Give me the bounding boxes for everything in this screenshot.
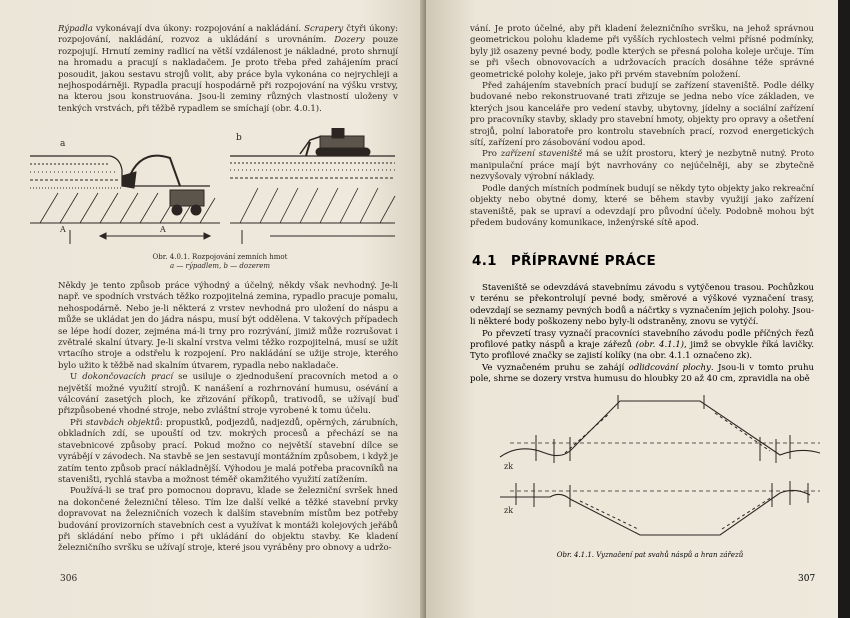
- page-number-right: 307: [798, 574, 816, 584]
- figure-cross-sections: [490, 395, 830, 545]
- paragraph: Podle daných místních podmínek budují se někdy tyto objekty jako rekreační objekty nebo obytné domy, které se během stavby využijí jako zařízení staveniště, pak se upraví a odevzdají pro původní účely. Podobně mohou být předem budovány komunikace, inženýrské sítě apod.: [470, 183, 814, 228]
- right-text-bottom: [470, 283, 814, 386]
- right-text-top: [470, 24, 814, 229]
- left-text-top: [58, 24, 398, 115]
- paragraph: Před zahájením stavebních prací budují se zařízení staveniště. Podle délky budované nebo rekonstruované trati zřizuje se jedna nebo více základen, ve kterých jsou kanceláře pro vedení stavby, ubytovny, jídelny a sociální zařízení pro pracovníky stavby, sklady pro stavební hmoty, objekty pro opravy a ošetření strojů, polní laboratoře pro kontrolu stavebních prací, rozvod energetických sítí, zařízení pro zásobování vodou apod.: [470, 81, 814, 149]
- left-text-bottom: [58, 281, 398, 555]
- section-title: PŘÍPRAVNÉ PRÁCE: [510, 253, 656, 269]
- paragraph: Ve vyznačeném pruhu se zahájí odlidcování plochy. Jsou-li v tomto pruhu pole, shrne se dozery vrstva humusu do hloubky 20 až 40 cm, zpravidla na obě: [470, 362, 814, 385]
- paragraph: Někdy je tento způsob práce výhodný a účelný, někdy však nevhodný. Je-li např. ve spodních vrstvách těžko rozpojitelná zemina, rypadlo pracuje pomalu, nehospodárně. Nebo je-li některá z vrstev nevhodná pro uložení do náspu a může se ukládat jen do jádra náspu, musí být oddělena. V takových případech se lépe hodí dozer, zejména má-li trny pro rozrývání, jimiž může rozrušovat i zvětralé skalní útvary. Je-li skalní vrstva velmi těžko rozpojitelná, musí se užít vrtacího stroje a odstřelu k rozpojení. Pro nakládání se užije stroje, kterého bylo užito k těžbě nad skalním útvarem, rypadla nebo nakladače.: [58, 281, 398, 371]
- figure-label-zk-upper: zk: [504, 462, 514, 471]
- paragraph: Po převzetí trasy vyznačí pracovníci stavebního závodu podle příčných řezů profilové patky náspů a kraje zářezů (obr. 4.1.1), jimž se obvykle říká lavičky. Tyto profilové značky se zajistí kolíky (na obr. 4.1.1 označeno zk).: [470, 328, 814, 362]
- page-number-left: 306: [60, 574, 78, 584]
- figure-label-a: a: [60, 139, 66, 149]
- caption-line: a — rýpadlem, b — dozerem: [169, 262, 271, 270]
- paragraph: Používá-li se trať pro pomocnou dopravu, klade se železniční svršek hned na dokončené železniční těleso. Tím lze další velké a těžké stavební prvky dopravovat na železničních vozech k dalším stavebním místům bez potřeby budování provizorních stavebních cest a využívat k montáži kolejových jeřábů při skládání nebo přímo i při ukládání do objektu stavby. Ke kladení železničního svršku se užívají stroje, které jsou vyráběny pro obnovy a udržo-: [58, 486, 398, 554]
- paragraph: Staveniště se odevzdává stavebnímu závodu s vytýčenou trasou. Pochůzkou v terénu se překontrolují pevné body, směrové a výškové vyznačení trasy, odevzdají se seznamy pevných bodů a náčrtky s vyznačením jejich polohy. Jsou-li některé body poškozeny nebo byly-li odstraněny, znovu se vytýčí.: [470, 283, 814, 328]
- figure-caption-right: Obr. 4.1.1. Vyznačení pat svahů náspů a hran zářezů: [556, 551, 744, 559]
- figure-dim-a: A: [60, 225, 66, 234]
- paragraph: Pro zařízení staveniště má se užít prostoru, který je nezbytně nutný. Proto manipulační práce mají být navrhovány co nejúčelněji, aby se zbytečně nezvyšovaly výrobní náklady.: [470, 149, 814, 183]
- left-page: [0, 0, 424, 618]
- figure-label-zk-lower: zk: [504, 506, 514, 515]
- paragraph: Při stavbách objektů: propustků, podjezdů, nadjezdů, opěrných, zárubních, obkladních zdí, se upouští od tzv. mokrých procesů a přechází se na stavebnicové způsoby prací. Pokud možno co největší stavební dílce se vyrábějí v závodech. Na stavbě se jen sestavují montážním způsobem, i když je zatím tento způsob prací nákladnější. Výhodou je malá potřeba pracovníků na staveništi, rychlá stavba a možnost téměř okamžitého využití zatížením.: [58, 417, 399, 485]
- section-number: 4.1: [472, 253, 497, 269]
- figure-label-b: b: [236, 133, 242, 143]
- figure-dim-b: A: [160, 225, 166, 234]
- figure-excavation: [10, 128, 400, 258]
- paragraph: U dokončovacích prací se usiluje o zjednodušení pracovních metod a o největší možné využití strojů. K nanášení a rozhrnování humusu, osévání a válcování zasetých ploch, ke zřizování příkopů, trativodů, se užívají buď přizpůsobené vhodné stroje, nebo zvláštní stroje vyrobené k tomu účelu.: [58, 372, 399, 417]
- figure-caption-left: [120, 253, 320, 271]
- scan-edge: [838, 0, 850, 618]
- paragraph: vání. Je proto účelné, aby při kladení železničního svršku, na jehož správnou geometrickou polohu klademe při vyšších rychlostech velmi přísné podmínky, byly již osazeny pevné body, podle kterých se přesná poloha koleje určuje. Tím se při všech obnovovacích a udržovacích pracích dosáhne téže správné geometrické polohy koleje, jako při prvém stavebním položení.: [470, 24, 814, 80]
- caption-line: Obr. 4.0.1. Rozpojování zemních hmot: [152, 253, 288, 261]
- paragraph: Rýpadla vykonávají dva úkony: rozpojování a nakládání. Scrapery čtyři úkony: rozpojování, nakládání, rozvoz a ukládání s urovnáním. Dozery pouze rozpojují. Hrnutí zeminy radlicí na větší vzdálenost je nákladné, proto shrnují na hromadu a pracují s nakladačem. Je proto třeba před zahájením prací posoudit, jakou sestavu strojů volit, aby práce byla vykonána co nejrychleji a nejhospodárněji. Rypadla pracují hospodárně při rozpojování na výšku vrstvy, na kterou jsou konstruována. Jsou-li zeminy různých vlastností uloženy v tenkých vrstvách, při těžbě rypadlem se smíchají (obr. 4.0.1).: [58, 24, 398, 114]
- section-heading: [472, 253, 656, 269]
